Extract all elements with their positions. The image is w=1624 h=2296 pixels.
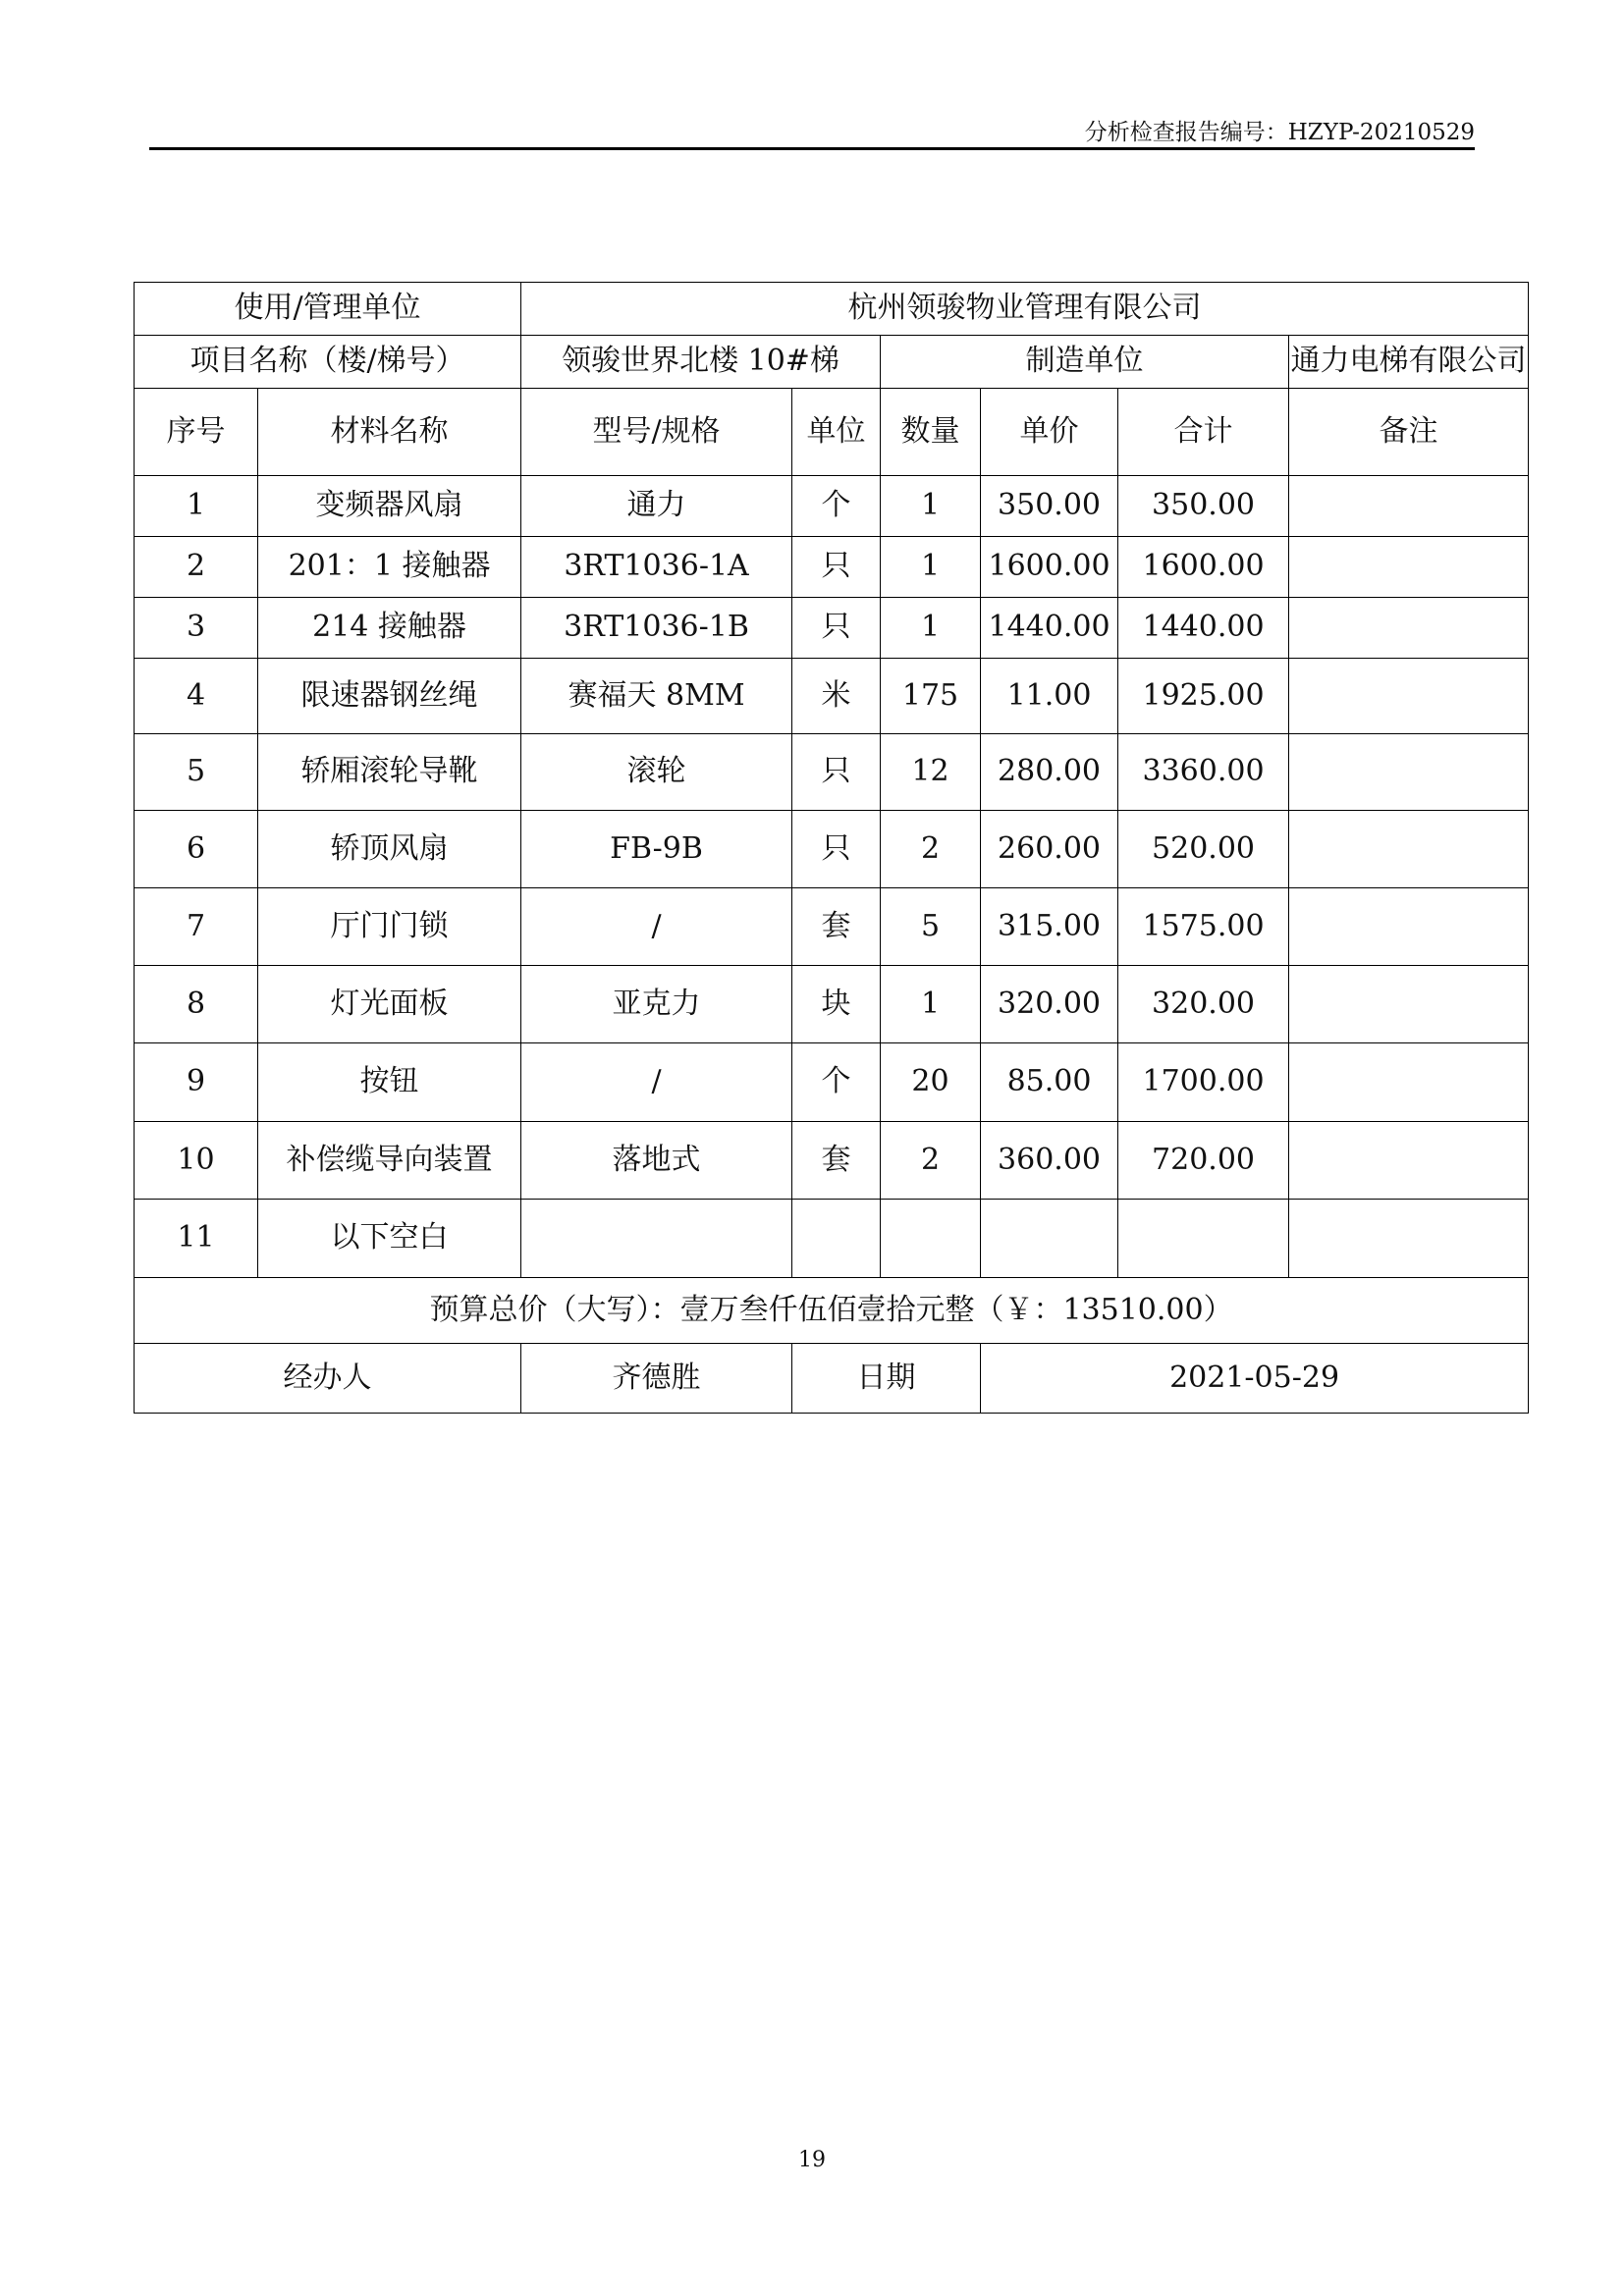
cell-sum: 1700.00 [1118,1043,1289,1122]
cell-name: 限速器钢丝绳 [258,659,521,734]
cell-model: 滚轮 [521,734,792,811]
cell-sum: 1600.00 [1118,537,1289,598]
cell-sum: 1925.00 [1118,659,1289,734]
cell-sum: 320.00 [1118,966,1289,1043]
report-number: 分析检查报告编号：HZYP-20210529 [1084,120,1475,145]
table-row [135,1122,1529,1200]
cell-seq: 10 [135,1122,258,1200]
table-row [135,598,1529,659]
cell-unit: 只 [792,734,881,811]
cell-remark [1289,537,1529,598]
cell-seq: 2 [135,537,258,598]
cell-name: 变频器风扇 [258,476,521,537]
cell-seq: 5 [135,734,258,811]
column-header-row [135,389,1529,476]
cell-remark [1289,1200,1529,1278]
unit-label: 使用/管理单位 [135,283,521,336]
cell-price: 315.00 [981,888,1118,966]
cell-name: 轿顶风扇 [258,811,521,888]
unit-value: 杭州领骏物业管理有限公司 [521,283,1529,336]
col-name: 材料名称 [258,389,521,476]
cell-name: 轿厢滚轮导靴 [258,734,521,811]
cell-model: / [521,1043,792,1122]
date-label: 日期 [792,1344,981,1414]
cell-qty: 2 [881,1122,981,1200]
cell-sum: 520.00 [1118,811,1289,888]
budget-total: 预算总价（大写）：壹万叁仟伍佰壹拾元整（￥：13510.00） [135,1278,1529,1344]
cell-name: 201：1 接触器 [258,537,521,598]
cell-unit: 套 [792,888,881,966]
project-value: 领骏世界北楼 10#梯 [521,336,881,389]
signoff-row [135,1344,1529,1414]
cell-remark [1289,734,1529,811]
table-row [135,888,1529,966]
cell-qty: 1 [881,966,981,1043]
cell-remark [1289,476,1529,537]
cell-seq: 9 [135,1043,258,1122]
cell-unit [792,1200,881,1278]
cell-price [981,1200,1118,1278]
table-row [135,811,1529,888]
cell-name: 214 接触器 [258,598,521,659]
date-value: 2021-05-29 [981,1344,1529,1414]
table-row [135,1200,1529,1278]
cell-qty: 175 [881,659,981,734]
cell-unit: 只 [792,537,881,598]
cell-model: / [521,888,792,966]
header-rule [149,147,1475,150]
cell-unit: 个 [792,1043,881,1122]
table-row [135,537,1529,598]
handler-value: 齐德胜 [521,1344,792,1414]
col-remark: 备注 [1289,389,1529,476]
cell-sum: 1440.00 [1118,598,1289,659]
cell-qty: 1 [881,476,981,537]
cell-unit: 套 [792,1122,881,1200]
cell-price: 11.00 [981,659,1118,734]
cell-model: 3RT1036-1A [521,537,792,598]
col-qty: 数量 [881,389,981,476]
cell-model: 通力 [521,476,792,537]
total-row [135,1278,1529,1344]
table-row [135,966,1529,1043]
unit-row [135,283,1529,336]
cell-price: 360.00 [981,1122,1118,1200]
cell-qty: 20 [881,1043,981,1122]
cell-unit: 个 [792,476,881,537]
cell-name: 灯光面板 [258,966,521,1043]
cell-model [521,1200,792,1278]
col-sum: 合计 [1118,389,1289,476]
cell-qty: 2 [881,811,981,888]
cell-price: 1440.00 [981,598,1118,659]
cell-remark [1289,1122,1529,1200]
cell-sum: 1575.00 [1118,888,1289,966]
cell-seq: 11 [135,1200,258,1278]
cell-price: 320.00 [981,966,1118,1043]
cell-qty: 1 [881,598,981,659]
cell-name: 厅门门锁 [258,888,521,966]
cell-model: 赛福天 8MM [521,659,792,734]
cell-unit: 块 [792,966,881,1043]
cell-name: 以下空白 [258,1200,521,1278]
cell-seq: 8 [135,966,258,1043]
col-seq: 序号 [135,389,258,476]
cell-price: 260.00 [981,811,1118,888]
cell-price: 350.00 [981,476,1118,537]
cell-remark [1289,659,1529,734]
table-row [135,1043,1529,1122]
cell-price: 1600.00 [981,537,1118,598]
cell-price: 85.00 [981,1043,1118,1122]
cell-remark [1289,598,1529,659]
manufacturer-label: 制造单位 [881,336,1289,389]
cell-name: 按钮 [258,1043,521,1122]
cell-model: 亚克力 [521,966,792,1043]
cell-unit: 只 [792,598,881,659]
cell-sum: 3360.00 [1118,734,1289,811]
cell-sum: 720.00 [1118,1122,1289,1200]
cell-seq: 4 [135,659,258,734]
cell-seq: 7 [135,888,258,966]
cell-remark [1289,811,1529,888]
project-row [135,336,1529,389]
cell-model: FB-9B [521,811,792,888]
col-model: 型号/规格 [521,389,792,476]
cell-remark [1289,1043,1529,1122]
cell-remark [1289,966,1529,1043]
cell-unit: 只 [792,811,881,888]
cell-seq: 6 [135,811,258,888]
cell-seq: 1 [135,476,258,537]
handler-label: 经办人 [135,1344,521,1414]
cell-name: 补偿缆导向装置 [258,1122,521,1200]
cell-seq: 3 [135,598,258,659]
cell-unit: 米 [792,659,881,734]
cell-price: 280.00 [981,734,1118,811]
cell-sum [1118,1200,1289,1278]
cell-model: 落地式 [521,1122,792,1200]
project-label: 项目名称（楼/梯号） [135,336,521,389]
table-row [135,476,1529,537]
cell-qty: 12 [881,734,981,811]
cell-qty: 5 [881,888,981,966]
cell-sum: 350.00 [1118,476,1289,537]
cell-qty [881,1200,981,1278]
cell-qty: 1 [881,537,981,598]
table-row [135,659,1529,734]
manufacturer-value: 通力电梯有限公司 [1289,336,1529,389]
material-table [134,282,1529,1414]
cell-remark [1289,888,1529,966]
cell-model: 3RT1036-1B [521,598,792,659]
table-row [135,734,1529,811]
page-number: 19 [798,2148,826,2172]
col-unit: 单位 [792,389,881,476]
col-price: 单价 [981,389,1118,476]
